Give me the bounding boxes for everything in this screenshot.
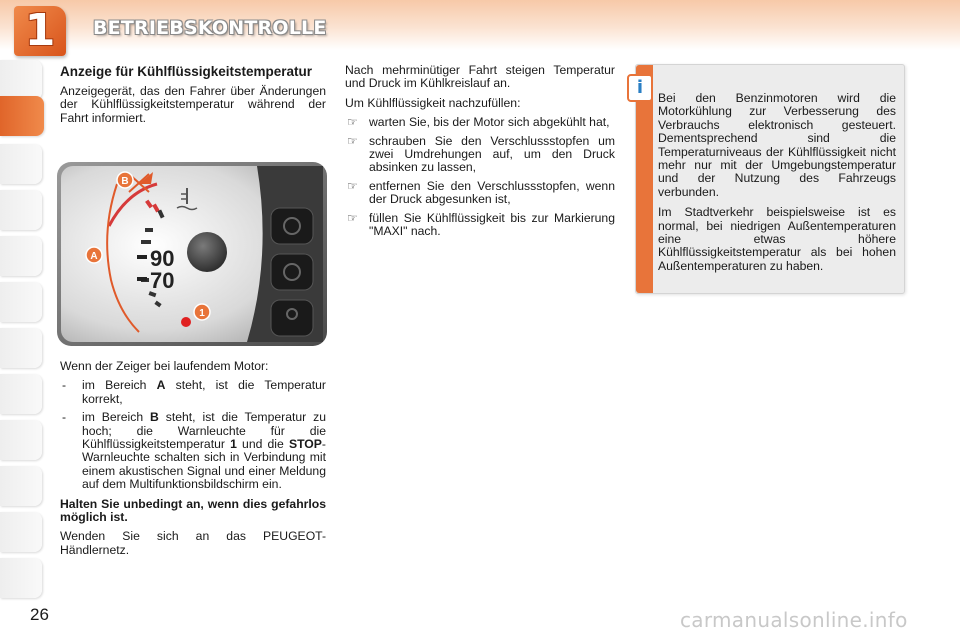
list-item: ☞ warten Sie, bis der Motor sich abgekühlt hat, [347, 115, 610, 130]
fog-lamp-rear-icon [271, 254, 313, 290]
middle-column [345, 64, 615, 243]
dealer-text: Wenden Sie sich an das PEUGEOT-Händlernetz. [60, 529, 326, 557]
list-marker: - [62, 410, 67, 425]
info-icon: i [627, 74, 653, 102]
scale-tick [145, 228, 153, 232]
list-item: - im Bereich B steht, ist die Temperatur zu hoch; die Warnleuchte für die Kühlflüssigkeitstemperatur 1 und die STOP-Warnleuchte schalten sich in Verbindung mit einem akustischen Signal und einer Meldung auf dem Multifunktionsbildschirm ein. [62, 410, 326, 492]
chapter-tab-active[interactable] [0, 96, 44, 136]
callout-a [86, 247, 102, 263]
scale-tick [141, 240, 151, 244]
scale-label-90: 90 [150, 246, 175, 271]
pointer-intro: Wenn der Zeiger bei laufendem Motor: [60, 359, 269, 373]
warning-text: Halten Sie unbedingt an, wenn dies gefahrlos möglich ist. [60, 496, 326, 525]
left-column-lower [60, 360, 326, 563]
info-paragraph: Im Stadtverkehr beispielsweise ist es normal, bei niedrigen Außentemperaturen eine etwas höhere Kühlflüssigkeitstemperatur als bei hohen Außentemperaturen zu haben. [658, 205, 896, 273]
list-item: ☞ füllen Sie Kühlflüssigkeit bis zur Markierung "MAXI" nach. [347, 210, 615, 239]
chapter-number: 1 [24, 5, 56, 56]
svg-text:B: B [121, 176, 129, 187]
needle-hub [187, 232, 227, 272]
chapter-badge [14, 6, 66, 56]
chapter-tab[interactable] [0, 420, 42, 460]
chapter-tab[interactable] [0, 236, 42, 276]
list-item: ☞ schrauben Sie den Verschlussstopfen um zwei Umdrehungen auf, um den Druck absinken zu lassen, [347, 133, 615, 175]
intro-text: Anzeigegerät, das den Fahrer über Änderungen der Kühlflüssigkeitstemperatur während der Fahrt informiert. [60, 84, 326, 125]
chapter-tab[interactable] [0, 328, 42, 368]
fog-lamp-front-icon [271, 208, 313, 244]
refill-steps [345, 116, 615, 238]
chapter-tab[interactable] [0, 374, 42, 414]
callout-1 [194, 304, 210, 320]
watermark: carmanualsonline.info [680, 608, 908, 632]
coolant-gauge-illustration [57, 162, 327, 346]
info-paragraph: Bei den Benzinmotoren wird die Motorkühlung zur Verbesserung des Verbrauchs elektronisch gesteuert. Dementsprechend sind die Temperaturniveaus der Kühlflüssigkeit nicht mehr nur mit der Umgebungstemperatur und der Nutzung des Fahrzeugs verbunden. [658, 91, 896, 199]
list-item: ☞ entfernen Sie den Verschlussstopfen, wenn der Druck abgesunken ist, [347, 178, 615, 207]
list-item: - im Bereich A steht, ist die Temperatur korrekt, [62, 378, 326, 406]
pointing-hand-icon: ☞ [347, 115, 358, 130]
chapter-tab[interactable] [0, 466, 42, 506]
chapter-tab[interactable] [0, 512, 42, 552]
pointer-list [60, 379, 326, 491]
chapter-tab[interactable] [0, 558, 42, 598]
section-heading: Anzeige für Kühlflüssigkeitstemperatur [60, 64, 313, 79]
svg-text:1: 1 [199, 308, 205, 319]
page-number: 26 [30, 605, 49, 624]
pointing-hand-icon: ☞ [347, 178, 358, 193]
list-marker: - [62, 378, 67, 393]
chapter-tab[interactable] [0, 144, 42, 184]
chapter-tab[interactable] [0, 60, 42, 100]
pointing-hand-icon: ☞ [347, 133, 358, 148]
callout-b [117, 172, 133, 188]
middle-intro: Nach mehrminütiger Fahrt steigen Temperatur und Druck im Kühlkreislauf an. [345, 63, 615, 91]
chapter-tab[interactable] [0, 190, 42, 230]
chapter-tab[interactable] [0, 282, 42, 322]
left-column [60, 64, 326, 131]
section-title: BETRIEBSKONTROLLE [93, 17, 327, 39]
coolant-warning-lamp [181, 317, 191, 327]
pointing-hand-icon: ☞ [347, 210, 358, 225]
scale-label-70: 70 [150, 268, 175, 293]
svg-text:A: A [90, 251, 98, 262]
refill-intro: Um Kühlflüssigkeit nachzufüllen: [345, 95, 521, 110]
info-box-text [658, 92, 896, 280]
